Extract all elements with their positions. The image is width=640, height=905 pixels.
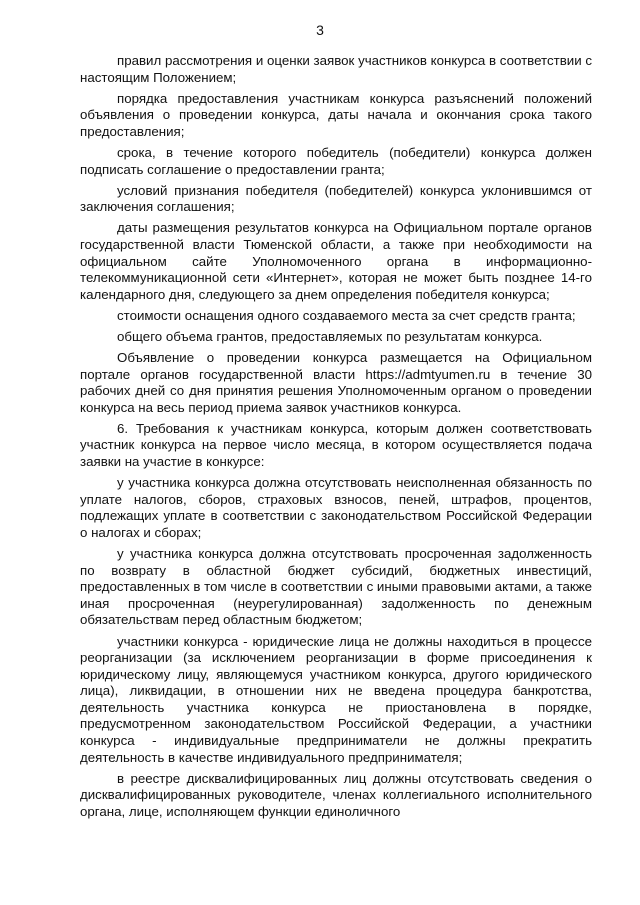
- paragraph-reorganization-status: участники конкурса - юридические лица не должны находиться в процессе реорганизации (за исключением реорганизации в форме присоединения к юридическому лицу, являющемуся участником конкурса, другого юридического лица), ликвидации, в отношении них не введена процедура банкротства, деятельность участника конкурса не приостановлена в порядке, предусмотренном законодательством Российской Федерации, а участники конкурса - индивидуальные предприниматели не должны прекратить деятельность в качестве индивидуального предпринимателя;: [80, 633, 592, 765]
- paragraph-participant-requirements: 6. Требования к участникам конкурса, которым должен соответствовать участник конкурса на первое число месяца, в котором осуществляется подача заявки на участие в конкурсе:: [80, 420, 592, 470]
- paragraph-review-rules: правил рассмотрения и оценки заявок участников конкурса в соответствии с настоящим Положением;: [80, 53, 592, 85]
- paragraph-disqualified-registry: в реестре дисквалифицированных лиц должны отсутствовать сведения о дисквалифицированных руководителе, членах коллегиального исполнительного органа, лице, исполняющем функции единоличного: [80, 770, 592, 819]
- paragraph-total-grants: общего объема грантов, предоставляемых по результатам конкурса.: [117, 328, 543, 344]
- paragraph-signing-deadline: срока, в течение которого победитель (победители) конкурса должен подписать соглашение о предоставлении гранта;: [80, 144, 592, 177]
- paragraph-tax-obligations: у участника конкурса должна отсутствовать неисполненная обязанность по уплате налогов, сборов, страховых взносов, пеней, штрафов, процентов, подлежащих уплате в соответствии с законодательством Российской Федерации о налогах и сборах;: [80, 475, 592, 540]
- paragraph-evasion-conditions: условий признания победителя (победителей) конкурса уклонившимся от заключения соглашения;: [80, 182, 592, 215]
- paragraph-clarification-procedure: порядка предоставления участникам конкурса разъяснений положений объявления о проведении конкурса, даты начала и окончания срока такого предоставления;: [80, 90, 592, 139]
- paragraph-budget-debt: у участника конкурса должна отсутствовать просроченная задолженность по возврату в областной бюджет субсидий, бюджетных инвестиций, предоставленных в том числе в соответствии с иными правовыми актами, а также иная просроченная (неурегулированная) задолженность по денежным обязательствам перед областным бюджетом;: [80, 546, 592, 628]
- paragraph-place-cost: стоимости оснащения одного создаваемого места за счет средств гранта;: [117, 307, 576, 323]
- document-body: [80, 53, 592, 821]
- paragraph-announcement-posting: Объявление о проведении конкурса размещается на Официальном портале органов государственной власти https://admtyumen.ru в течение 30 рабочих дней со дня принятия решения Уполномоченным органом о проведении конкурса на весь период приема заявок участников конкурса.: [80, 350, 592, 415]
- paragraph-results-publication: даты размещения результатов конкурса на Официальном портале органов государственной власти Тюменской области, а также при необходимости на официальном сайте Уполномоченного органа в информационно-телекоммуникационной сети «Интернет», которая не может быть позднее 14-го календарного дня, следующего за днем определения победителя конкурса;: [80, 220, 592, 302]
- page-number: 3: [316, 22, 324, 38]
